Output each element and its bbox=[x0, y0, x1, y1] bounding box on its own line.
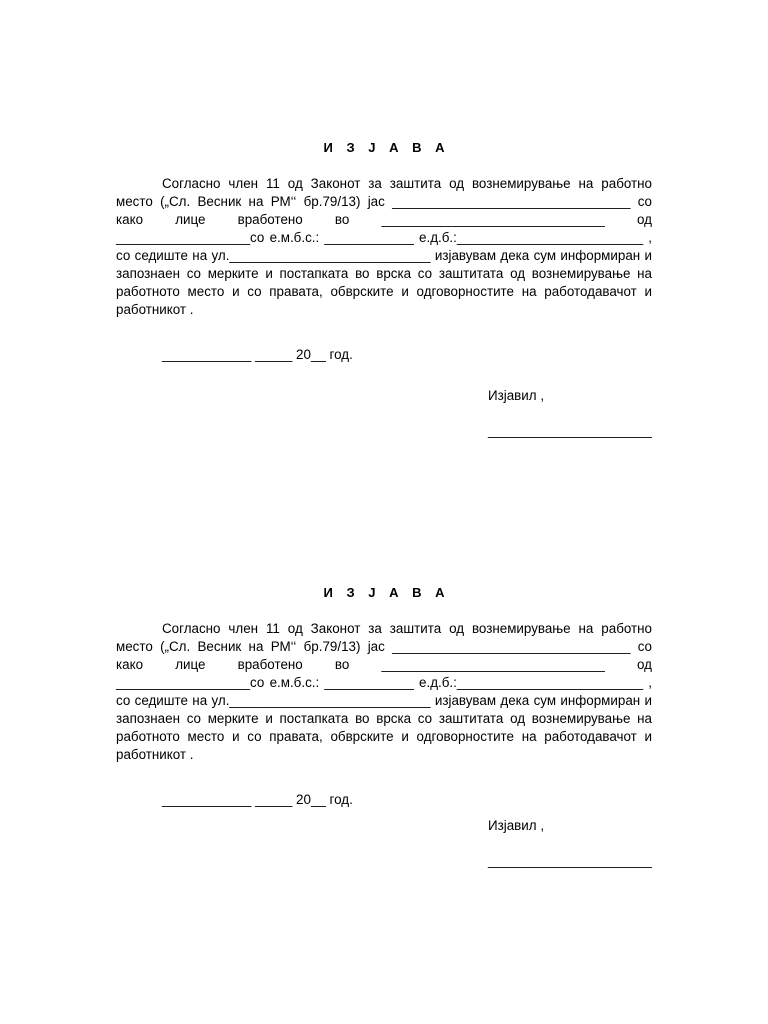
declaration-title: И З Ј А В А bbox=[323, 585, 450, 600]
body-line: Согласно член 11 од Законот за заштита од вознемирување на работно bbox=[162, 176, 652, 191]
signature-block bbox=[488, 818, 652, 868]
signature-line: ______________________ bbox=[488, 853, 652, 868]
body-line: работното место и со правата, обврските и одговорностите на работодавачот и bbox=[116, 729, 652, 744]
body-line: со седиште на ул.___________________________ изјавувам дека сум информиран и bbox=[116, 693, 652, 708]
body-line: Согласно член 11 од Законот за заштита од вознемирување на работно bbox=[162, 621, 652, 636]
date-line: ____________ _____ 20__ год. bbox=[162, 792, 353, 807]
declaration-body bbox=[116, 175, 652, 319]
body-line: место („Сл. Весник на РМ‘‘ бр.79/13) јас ________________________________ со bbox=[116, 639, 652, 654]
body-line: работното место и со правата, обврските и одговорностите на работодавачот и bbox=[116, 284, 652, 299]
declaration-title: И З Ј А В А bbox=[323, 140, 450, 155]
body-line: како лице вработено во ______________________________ од bbox=[116, 657, 652, 672]
date-line: ____________ _____ 20__ год. bbox=[162, 347, 353, 362]
declaration-body bbox=[116, 620, 652, 764]
declaration-section-2 bbox=[116, 585, 652, 868]
signature-line: ______________________ bbox=[488, 423, 652, 438]
signature-label: Изјавил , bbox=[488, 818, 545, 833]
body-line: место („Сл. Весник на РМ‘‘ бр.79/13) јас ________________________________ со bbox=[116, 194, 652, 209]
body-line: запознаен со мерките и постапката во врска со заштитата од вознемирување на bbox=[116, 266, 652, 281]
declaration-section-1 bbox=[116, 140, 652, 438]
body-line: запознаен со мерките и постапката во врска со заштитата од вознемирување на bbox=[116, 711, 652, 726]
signature-block bbox=[488, 388, 652, 438]
body-line: како лице вработено во ______________________________ од bbox=[116, 212, 652, 227]
body-line: __________________со е.м.б.с.: ____________ е.д.б.:_________________________ , bbox=[116, 675, 652, 690]
body-line: работникот . bbox=[116, 302, 194, 317]
body-line: работникот . bbox=[116, 747, 194, 762]
body-line: __________________со е.м.б.с.: ____________ е.д.б.:_________________________ , bbox=[116, 230, 652, 245]
signature-label: Изјавил , bbox=[488, 388, 545, 403]
body-line: со седиште на ул.___________________________ изјавувам дека сум информиран и bbox=[116, 248, 652, 263]
